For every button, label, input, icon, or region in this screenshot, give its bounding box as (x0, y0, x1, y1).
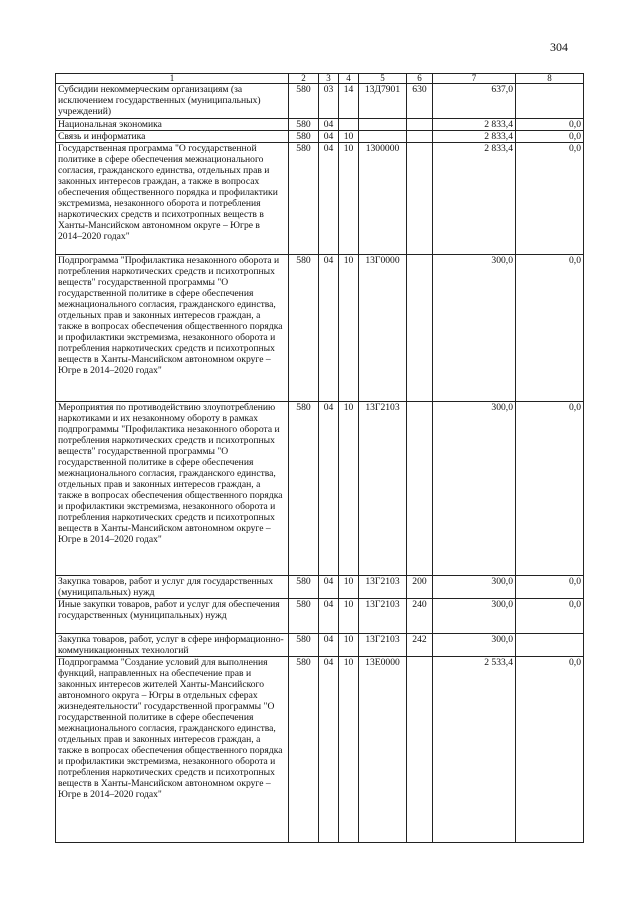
cell-col2: 580 (289, 657, 319, 843)
cell-col4: 10 (339, 402, 359, 576)
cell-col3: 04 (319, 119, 339, 131)
row-name: Иные закупки товаров, работ и услуг для обеспечения государственных (муниципальных) нужд (56, 599, 289, 634)
cell-col7: 2 833,4 (433, 131, 516, 143)
cell-col4: 10 (339, 143, 359, 255)
cell-col5: 13Г2103 (359, 402, 407, 576)
budget-table (55, 73, 584, 843)
cell-col7: 637,0 (433, 84, 516, 119)
table-row (56, 119, 584, 131)
column-header: 5 (359, 74, 407, 84)
column-header: 8 (516, 74, 584, 84)
cell-col4 (339, 119, 359, 131)
column-header: 7 (433, 74, 516, 84)
cell-col3: 04 (319, 599, 339, 634)
table-row (56, 576, 584, 599)
cell-col6: 242 (407, 634, 433, 657)
cell-col6 (407, 143, 433, 255)
cell-col2: 580 (289, 634, 319, 657)
cell-col2: 580 (289, 599, 319, 634)
cell-col7: 300,0 (433, 402, 516, 576)
cell-col3: 04 (319, 657, 339, 843)
cell-col2: 580 (289, 255, 319, 402)
row-name: Субсидии некоммерческим организациям (за исключением государственных (муниципальных) учреждений) (56, 84, 289, 119)
cell-col7: 2 533,4 (433, 657, 516, 843)
cell-col8: 0,0 (516, 657, 584, 843)
table-row (56, 255, 584, 402)
row-name: Закупка товаров, работ, услуг в сфере информационно-коммуникационных технологий (56, 634, 289, 657)
table-row (56, 657, 584, 843)
cell-col3: 04 (319, 131, 339, 143)
cell-col6 (407, 657, 433, 843)
cell-col8 (516, 634, 584, 657)
cell-col3: 04 (319, 255, 339, 402)
cell-col6 (407, 119, 433, 131)
cell-col7: 300,0 (433, 599, 516, 634)
cell-col8: 0,0 (516, 402, 584, 576)
table-row (56, 634, 584, 657)
cell-col7: 2 833,4 (433, 119, 516, 131)
cell-col6: 200 (407, 576, 433, 599)
row-name: Связь и информатика (56, 131, 289, 143)
row-name: Подпрограмма "Профилактика незаконного оборота и потребления наркотических средств и психотропных веществ" государственной программы "О государственной политике в сфере обеспечения межнационального согласия, гражданского единства, отдельных прав и законных интересов граждан, а также в вопросах обеспечения общественного порядка и профилактики экстремизма, незаконного оборота и потребления наркотических средств и психотропных веществ в Ханты-Мансийском автономном округе – Югре в 2014–2020 годах" (56, 255, 289, 402)
cell-col7: 300,0 (433, 576, 516, 599)
cell-col4: 10 (339, 131, 359, 143)
cell-col7: 2 833,4 (433, 143, 516, 255)
row-name: Закупка товаров, работ и услуг для государственных (муниципальных) нужд (56, 576, 289, 599)
cell-col5 (359, 119, 407, 131)
cell-col6 (407, 402, 433, 576)
cell-col8: 0,0 (516, 143, 584, 255)
cell-col5: 13Г2103 (359, 576, 407, 599)
cell-col2: 580 (289, 576, 319, 599)
cell-col4: 10 (339, 255, 359, 402)
table-header-row (56, 74, 584, 84)
table-row (56, 143, 584, 255)
cell-col6 (407, 131, 433, 143)
cell-col2: 580 (289, 119, 319, 131)
cell-col7: 300,0 (433, 255, 516, 402)
cell-col5: 13Г2103 (359, 599, 407, 634)
column-header: 3 (319, 74, 339, 84)
cell-col8: 0,0 (516, 576, 584, 599)
cell-col2: 580 (289, 143, 319, 255)
cell-col4: 10 (339, 657, 359, 843)
cell-col8: 0,0 (516, 599, 584, 634)
column-header: 2 (289, 74, 319, 84)
cell-col3: 03 (319, 84, 339, 119)
cell-col7: 300,0 (433, 634, 516, 657)
cell-col6: 630 (407, 84, 433, 119)
column-header: 1 (56, 74, 289, 84)
page-number: 304 (550, 40, 568, 54)
cell-col4: 10 (339, 599, 359, 634)
cell-col2: 580 (289, 84, 319, 119)
row-name: Подпрограмма "Создание условий для выполнения функций, направленных на обеспечение прав и законных интересов жителей Ханты-Мансийского автономного округа – Югры в отдельных сферах жизнедеятельности" государственной программы "О государственной политике в сфере обеспечения межнационального согласия, гражданского единства, отдельных прав и законных интересов граждан, а также в вопросах обеспечения общественного порядка и профилактики экстремизма, незаконного оборота и потребления наркотических средств и психотропных веществ в Ханты-Мансийском автономном округе – Югре в 2014–2020 годах" (56, 657, 289, 843)
cell-col5: 13Г0000 (359, 255, 407, 402)
cell-col5: 13Д7901 (359, 84, 407, 119)
table-row (56, 599, 584, 634)
row-name: Мероприятия по противодействию злоупотреблению наркотиками и их незаконному обороту в рамках подпрограммы "Профилактика незаконного оборота и потребления наркотических средств и психотропных веществ" государственной программы "О государственной политике в сфере обеспечения межнационального согласия, гражданского единства, отдельных прав и законных интересов граждан, а также в вопросах обеспечения общественного порядка и профилактики экстремизма, незаконного оборота и потребления наркотических средств и психотропных веществ в Ханты-Мансийском автономном округе – Югре в 2014–2020 годах" (56, 402, 289, 576)
cell-col3: 04 (319, 576, 339, 599)
cell-col6: 240 (407, 599, 433, 634)
cell-col5: 13Г2103 (359, 634, 407, 657)
cell-col8: 0,0 (516, 255, 584, 402)
cell-col2: 580 (289, 402, 319, 576)
cell-col3: 04 (319, 402, 339, 576)
cell-col6 (407, 255, 433, 402)
cell-col5 (359, 131, 407, 143)
cell-col5: 1300000 (359, 143, 407, 255)
row-name: Государственная программа "О государственной политике в сфере обеспечения межнационального согласия, гражданского единства, отдельных прав и законных интересов граждан, а также в вопросах обеспечения общественного порядка и профилактики экстремизма, незаконного оборота и потребления наркотических средств и психотропных веществ в Ханты-Мансийском автономном округе – Югре в 2014–2020 годах" (56, 143, 289, 255)
cell-col8: 0,0 (516, 131, 584, 143)
cell-col3: 04 (319, 143, 339, 255)
cell-col4: 10 (339, 576, 359, 599)
cell-col2: 580 (289, 131, 319, 143)
cell-col5: 13Е0000 (359, 657, 407, 843)
table-row (56, 84, 584, 119)
cell-col8: 0,0 (516, 119, 584, 131)
table-row (56, 402, 584, 576)
table-row (56, 131, 584, 143)
cell-col4: 14 (339, 84, 359, 119)
cell-col8 (516, 84, 584, 119)
column-header: 4 (339, 74, 359, 84)
cell-col3: 04 (319, 634, 339, 657)
column-header: 6 (407, 74, 433, 84)
row-name: Национальная экономика (56, 119, 289, 131)
cell-col4: 10 (339, 634, 359, 657)
